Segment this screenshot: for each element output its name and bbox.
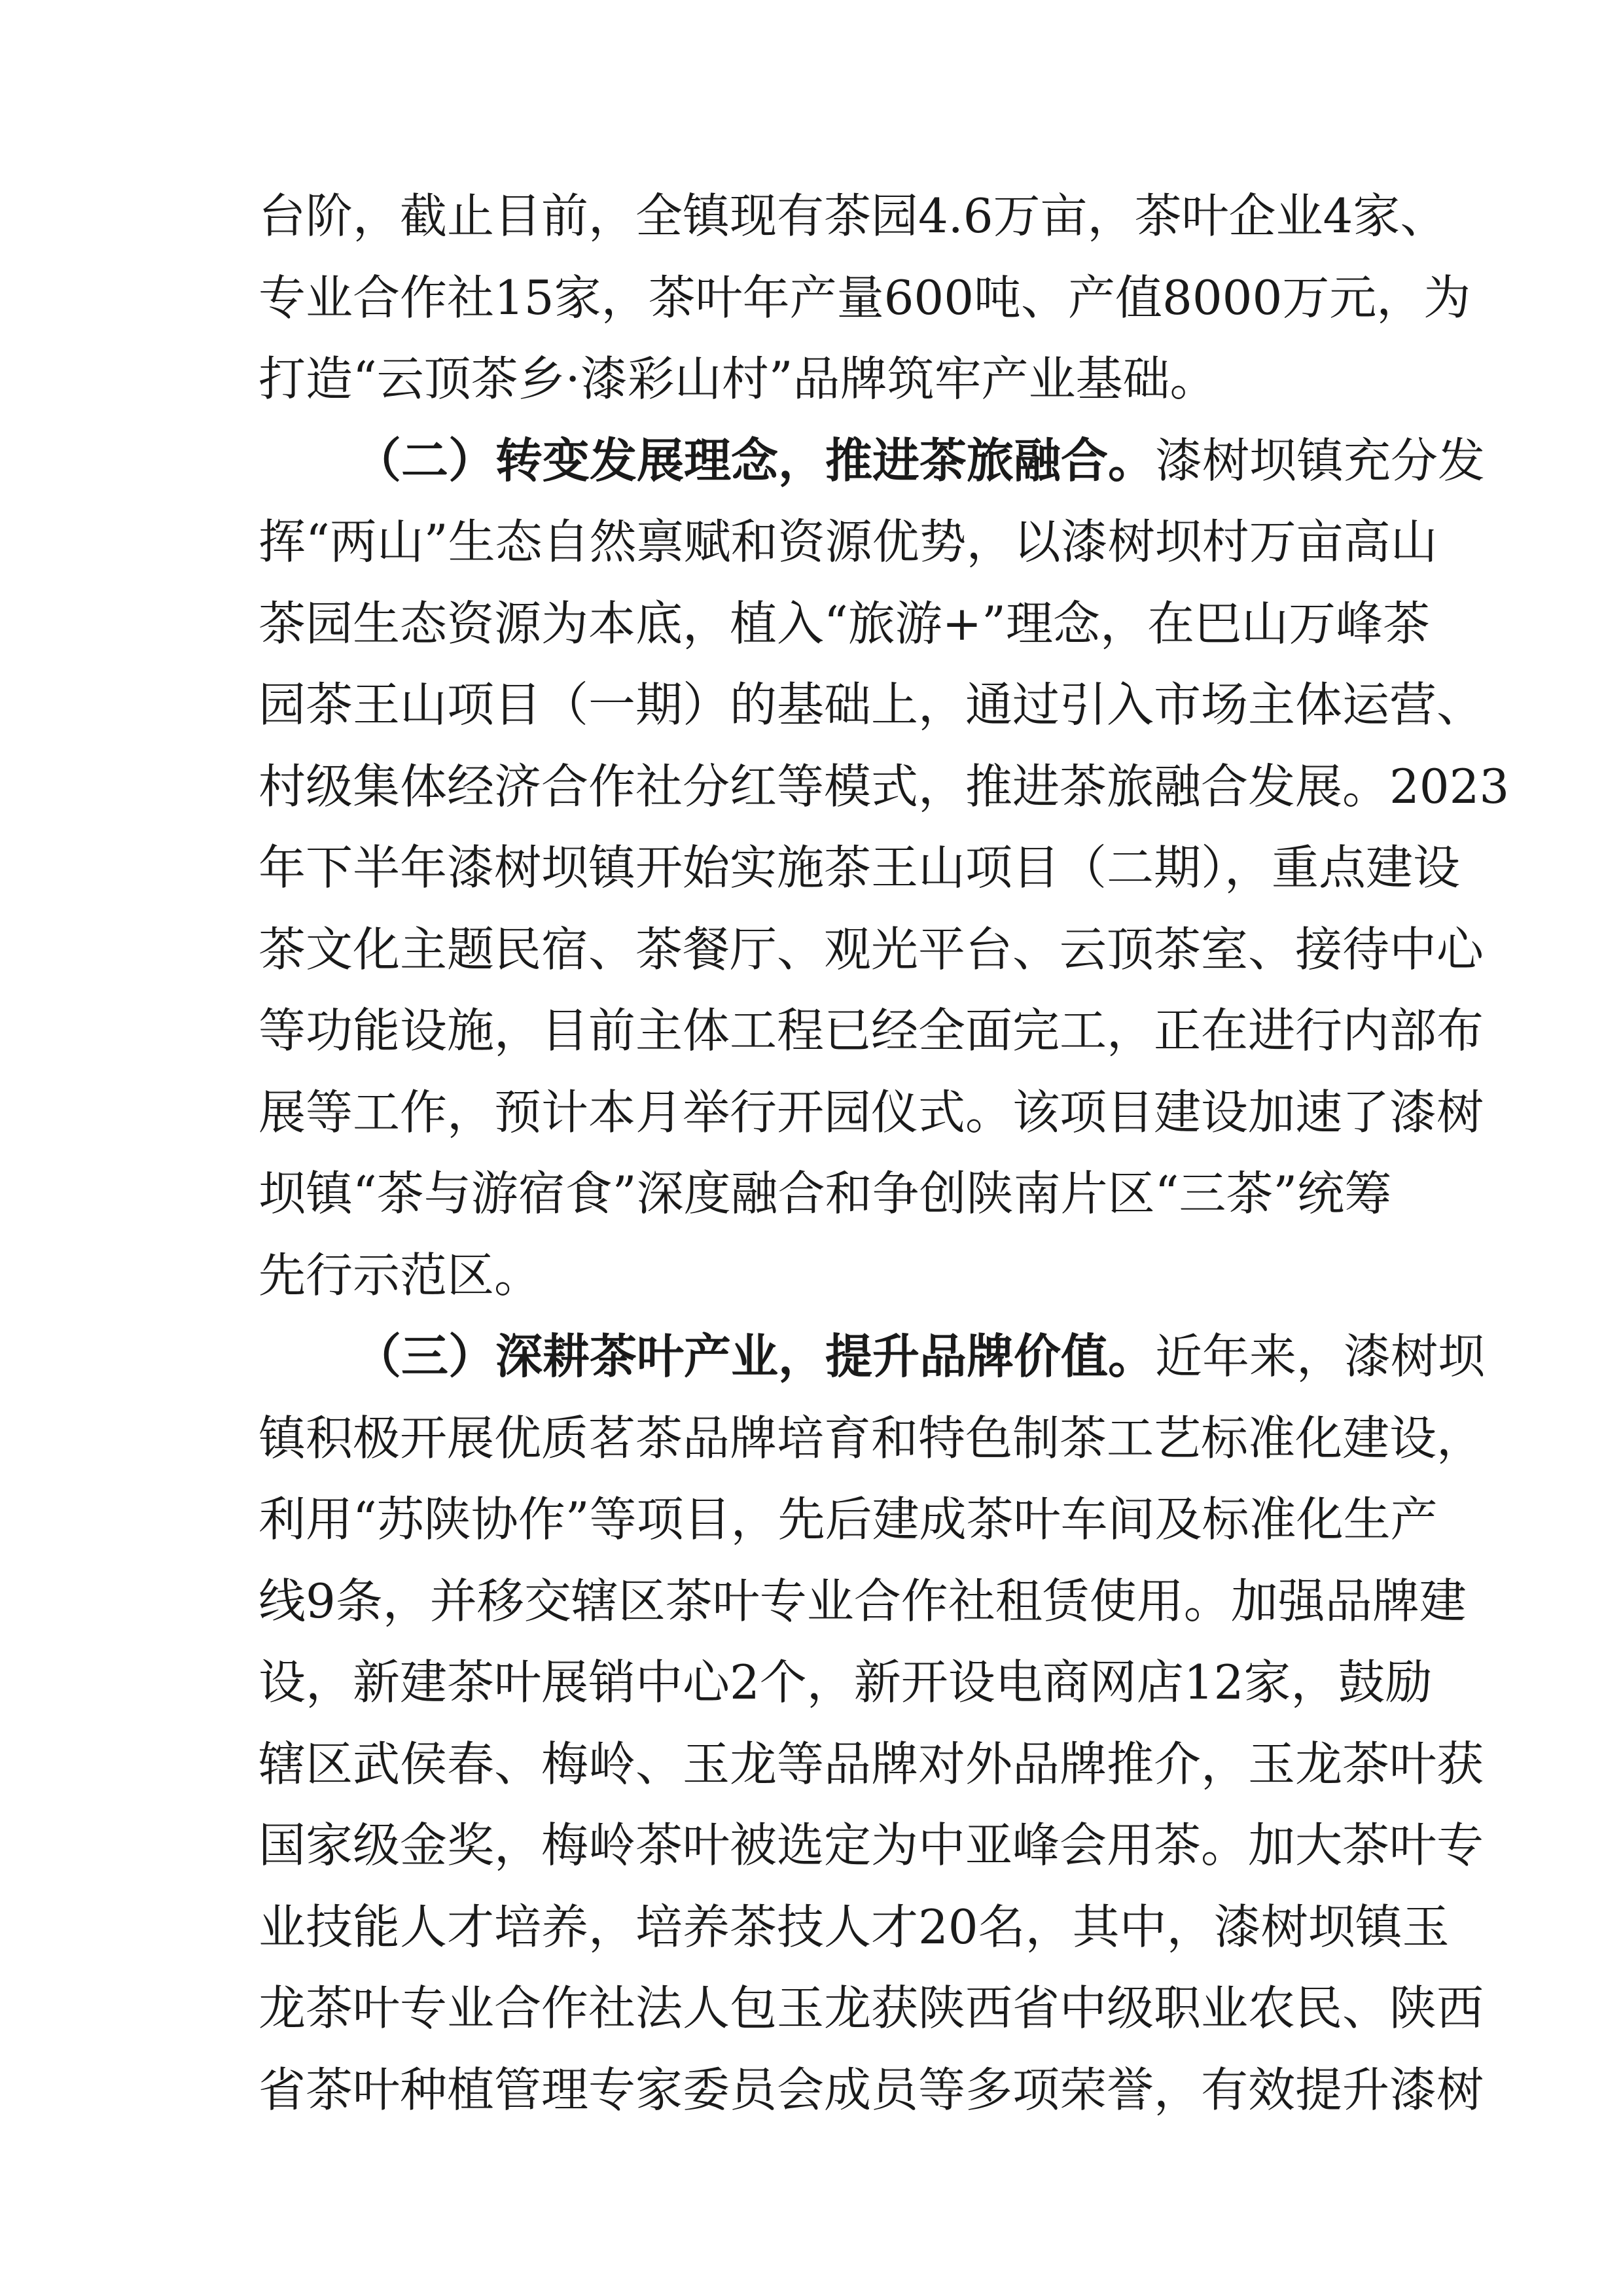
text-line <box>259 1723 1484 1805</box>
text-line <box>259 1561 1467 1642</box>
text-line <box>259 257 1471 339</box>
line-text: 挥“两山”生态自然禀赋和资源优势，以漆树坝村万亩高山 <box>259 514 1438 569</box>
line-text: 线9条，并移交辖区茶叶专业合作社租赁使用。加强品牌建 <box>259 1573 1467 1629</box>
text-line <box>259 501 1438 583</box>
section-heading: （三）深耕茶叶产业，提升品牌价值。 <box>354 1328 1156 1384</box>
line-text: 利用“苏陕协作”等项目，先后建成茶叶车间及标准化生产 <box>259 1492 1438 1547</box>
text-line <box>259 1968 1484 2049</box>
text-line <box>259 1805 1484 1886</box>
line-text: 辖区武侯春、梅岭、玉龙等品牌对外品牌推介，玉龙茶叶获 <box>259 1736 1484 1792</box>
section-heading-line <box>259 1316 1486 1398</box>
text-line <box>259 664 1484 746</box>
line-text: 镇积极开展优质茗茶品牌培育和特色制茶工艺标准化建设， <box>259 1410 1484 1466</box>
line-text: 业技能人才培养，培养茶技人才20名，其中，漆树坝镇玉 <box>259 1899 1450 1954</box>
line-text: 园茶王山项目（一期）的基础上，通过引入市场主体运营、 <box>259 677 1484 732</box>
text-line <box>259 1398 1484 1479</box>
line-text: 专业合作社15家，茶叶年产量600吨、产值8000万元，为 <box>259 270 1471 325</box>
line-text: 省茶叶种植管理专家委员会成员等多项荣誉，有效提升漆树 <box>259 2062 1484 2117</box>
line-text: 设，新建茶叶展销中心2个，新开设电商网店12家，鼓励 <box>259 1655 1433 1710</box>
text-line <box>259 827 1461 909</box>
text-line <box>259 990 1484 1072</box>
line-text: 国家级金奖，梅岭茶叶被选定为中亚峰会用茶。加大茶叶专 <box>259 1818 1484 1873</box>
line-text: 茶园生态资源为本底，植入“旅游+”理念，在巴山万峰茶 <box>259 595 1430 651</box>
text-line <box>259 746 1510 828</box>
section-heading-line <box>259 420 1486 502</box>
line-text: 先行示范区。 <box>259 1247 542 1303</box>
line-text: 近年来，漆树坝 <box>1155 1329 1486 1384</box>
text-line <box>259 1886 1450 1968</box>
line-text: 台阶，截止目前，全镇现有茶园4.6万亩，茶叶企业4家、 <box>259 188 1448 243</box>
text-line <box>259 2049 1484 2131</box>
text-line <box>259 1072 1484 1154</box>
text-line <box>259 338 1391 420</box>
line-text: 坝镇“茶与游宿食”深度融合和争创陕南片区“三茶”统筹 <box>259 1166 1392 1221</box>
line-text: 年下半年漆树坝镇开始实施茶王山项目（二期），重点建设 <box>259 840 1461 895</box>
text-line <box>259 1235 1391 1316</box>
line-text: 等功能设施，目前主体工程已经全面完工，正在进行内部布 <box>259 1003 1484 1058</box>
line-text: 龙茶叶专业合作社法人包玉龙获陕西省中级职业农民、陕西 <box>259 1981 1484 2036</box>
line-text: 展等工作，预计本月举行开园仪式。该项目建设加速了漆树 <box>259 1084 1484 1140</box>
text-line <box>259 1153 1391 1235</box>
line-text: 漆树坝镇充分发 <box>1155 433 1486 488</box>
text-line <box>259 909 1484 991</box>
line-text: 打造“云顶茶乡·漆彩山村”品牌筑牢产业基础。 <box>259 351 1217 406</box>
document-page <box>259 175 1510 2130</box>
line-text: 茶文化主题民宿、茶餐厅、观光平台、云顶茶室、接待中心 <box>259 921 1484 977</box>
text-line <box>259 1479 1438 1561</box>
text-line <box>259 1642 1433 1723</box>
line-text: 村级集体经济合作社分红等模式，推进茶旅融合发展。2023 <box>259 758 1510 814</box>
text-line <box>259 583 1430 665</box>
text-line <box>259 175 1448 257</box>
section-heading: （二）转变发展理念，推进茶旅融合。 <box>354 432 1156 488</box>
